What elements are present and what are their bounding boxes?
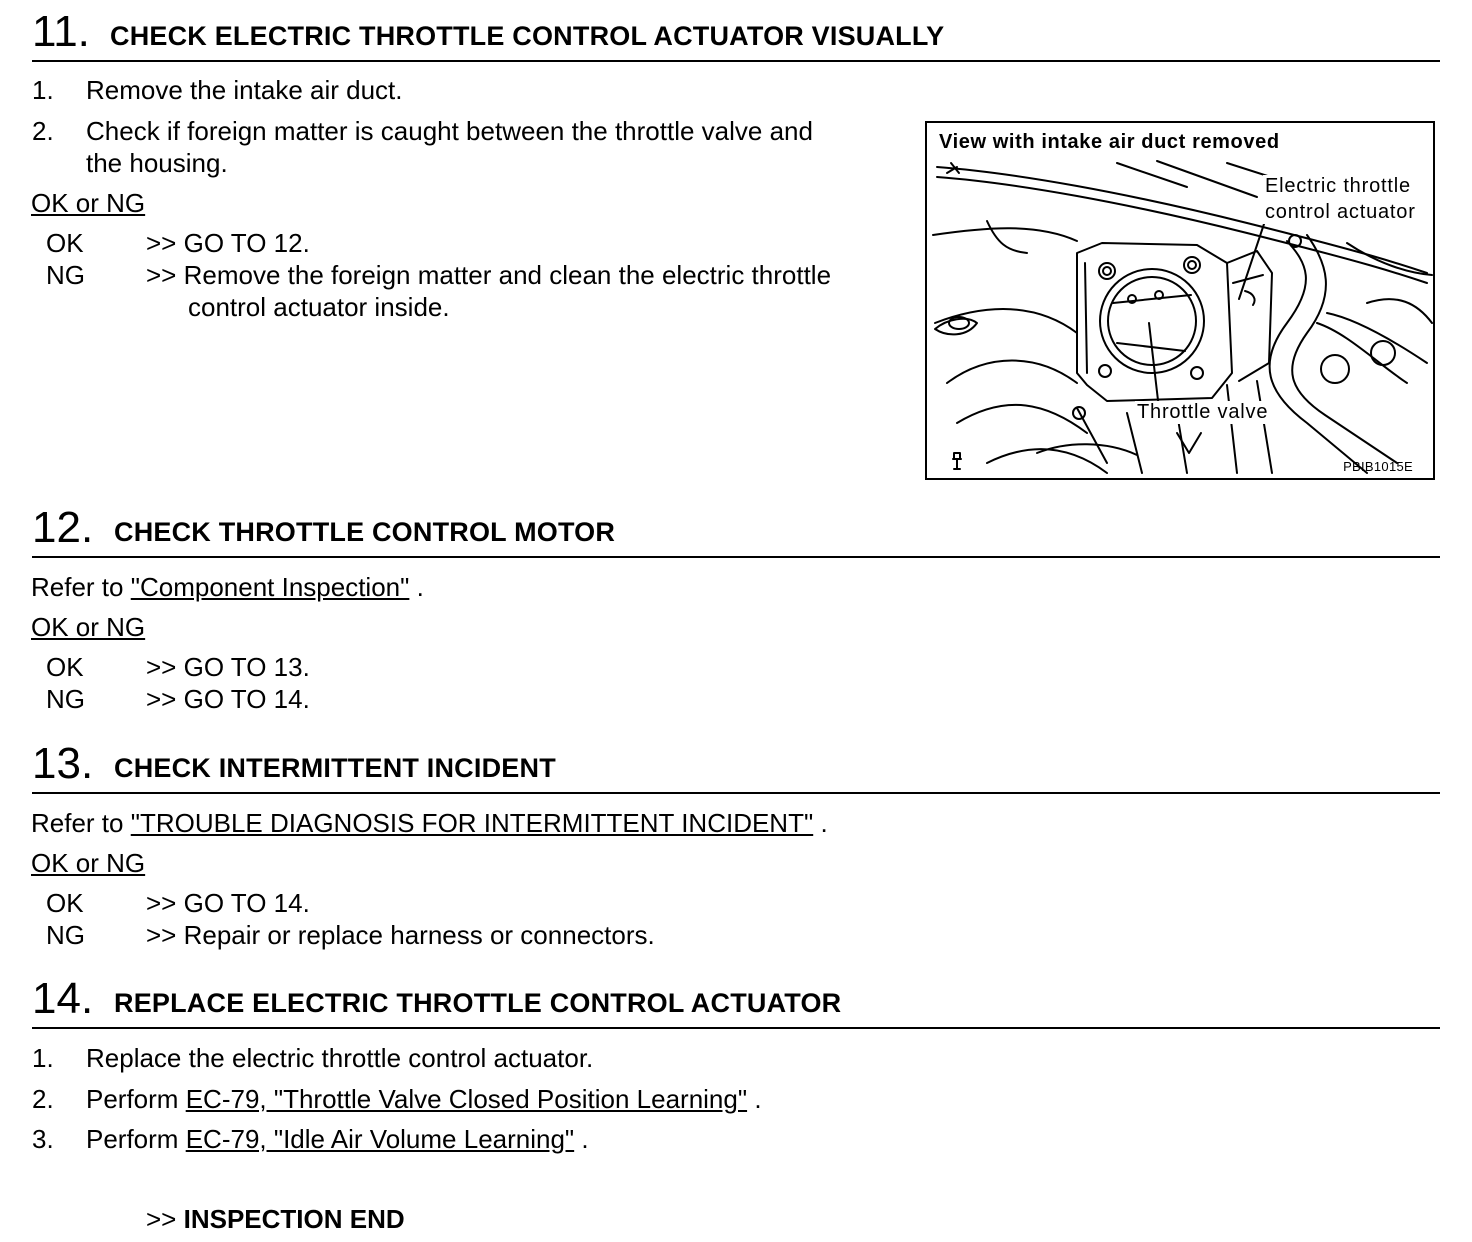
step-14-title: REPLACE ELECTRIC THROTTLE CONTROL ACTUATOR [114,988,842,1018]
step-14-item-2-line [86,1083,762,1115]
step-11-title: CHECK ELECTRIC THROTTLE CONTROL ACTUATOR VISUALLY [110,21,945,51]
label-throttle-valve: Throttle valve [1137,401,1269,423]
step-14-item-1-text: Replace the electric throttle control actuator. [86,1043,594,1073]
step-12-title: CHECK THROTTLE CONTROL MOTOR [114,517,616,547]
step-12-refer-suffix: . [416,572,424,602]
step-11-number: 11. [32,7,90,56]
step-14-item-2-num: 2. [32,1084,54,1114]
step-13-ng-result: >> Repair or replace harness or connectors. [146,920,655,950]
figure-code: PBIB1015E [1343,459,1413,474]
figure-caption: View with intake air duct removed [939,131,1280,153]
step-14-item-2-suffix: . [754,1084,762,1114]
step-11-item-1-text: Remove the intake air duct. [86,75,403,105]
label-electric-throttle-line2: control actuator [1265,201,1416,223]
label-electric-throttle-line1: Electric throttle [1265,175,1411,197]
component-inspection-link[interactable]: "Component Inspection" [130,572,410,602]
step-12-ng-result: >> GO TO 14. [146,684,310,714]
step-12-ok-result: >> GO TO 13. [146,652,310,682]
step-13-ok-label: OK [46,888,84,918]
step-11-ng-label: NG [46,260,85,290]
step-14-item-3-suffix: . [581,1124,589,1154]
idle-air-volume-learning-link[interactable]: EC-79, "Idle Air Volume Learning" [185,1124,575,1154]
step-11-item-2-num: 2. [32,116,54,146]
step-14-item-2-prefix: Perform [86,1084,179,1114]
trouble-diagnosis-link[interactable]: "TROUBLE DIAGNOSIS FOR INTERMITTENT INCIDENT" [130,808,814,838]
throttle-valve-learning-link[interactable]: EC-79, "Throttle Valve Closed Position Learning" [185,1084,748,1114]
step-12-ok-ng-label: OK or NG [31,612,146,642]
step-13-header [32,739,1440,794]
inspection-end-line [146,1203,405,1235]
inspection-end-arrow: >> [146,1204,177,1234]
throttle-actuator-illustration [925,121,1435,480]
step-11-ng-result: >> Remove the foreign matter and clean the electric throttle [146,260,832,290]
step-14-number: 14. [32,974,94,1023]
step-13-refer-suffix: . [820,808,828,838]
step-14-header [32,974,1440,1029]
step-13-number: 13. [32,739,94,788]
step-13-ok-ng-label: OK or NG [31,848,146,878]
step-11-item-2-text: Check if foreign matter is caught between the throttle valve and [86,116,813,146]
step-14-item-3-num: 3. [32,1124,54,1154]
step-12-number: 12. [32,503,94,552]
step-11-ok-result: >> GO TO 12. [146,228,310,258]
inspection-end-text: INSPECTION END [183,1204,405,1234]
step-12-header [32,503,1440,558]
step-13-refer-line [31,807,828,839]
step-13-refer-prefix: Refer to [31,808,124,838]
step-13-ok-result: >> GO TO 14. [146,888,310,918]
step-11-ok-label: OK [46,228,84,258]
step-14-item-3-prefix: Perform [86,1124,179,1154]
step-12-ng-label: NG [46,684,85,714]
step-11-item-2-text-cont: the housing. [86,148,228,178]
step-13-ng-label: NG [46,920,85,950]
step-12-refer-line [31,571,424,603]
step-11-item-1-num: 1. [32,75,54,105]
step-14-item-1-num: 1. [32,1043,54,1073]
step-13-title: CHECK INTERMITTENT INCIDENT [114,753,556,783]
step-11-header [32,7,1440,62]
step-11-ok-ng-label: OK or NG [31,188,146,218]
step-12-refer-prefix: Refer to [31,572,124,602]
step-12-ok-label: OK [46,652,84,682]
step-14-item-3-line [86,1123,589,1155]
step-11-ng-result-cont: control actuator inside. [188,292,450,322]
